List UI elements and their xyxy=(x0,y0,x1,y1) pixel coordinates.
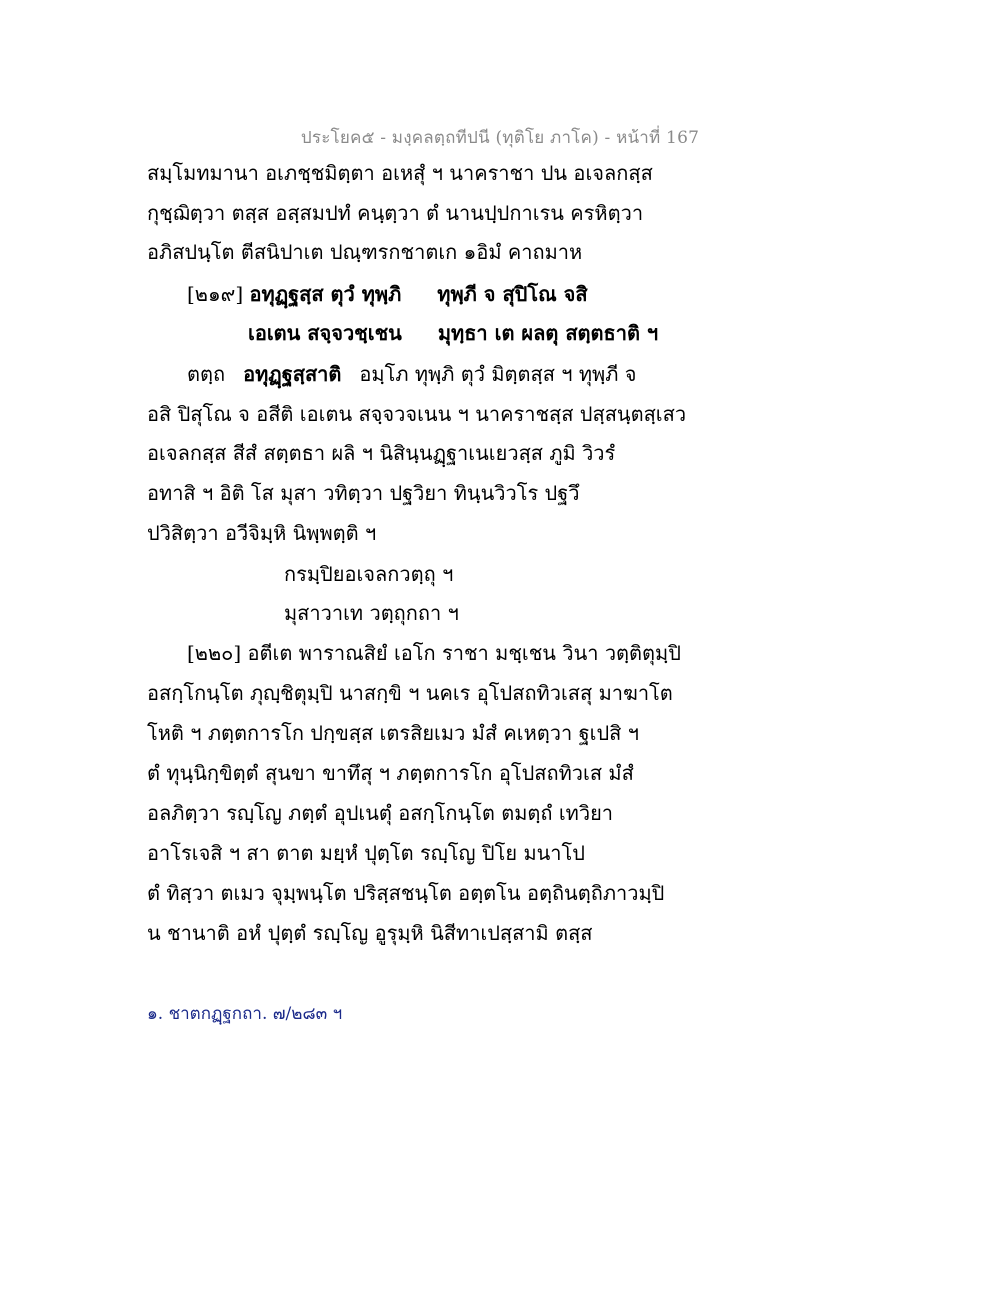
text-line-8: ปวิสิตฺวา อวีจิมฺหิ นิพฺพตฺติ ฯ xyxy=(147,521,377,545)
text-line-16: อาโรเจสิ ฯ สา ตาต มยฺหํ ปุตฺโต รญฺโญ ปิโย มนาโป xyxy=(147,841,585,865)
text-line-3: อภิสปนฺโต ตีสนิปาเต ปณฺฑรกชาตเก ๑อิมํ คาถมาห xyxy=(147,240,583,264)
verse-2-second-half: มุทฺธา เต ผลตุ สตฺตธาติ ฯ xyxy=(437,321,659,345)
verse-2-first-half: เอเตน สจฺจวชฺเชน xyxy=(248,321,402,345)
text-line-15: อลภิตฺวา รญฺโญ ภตฺตํ อุปเนตุํ อสกฺโกนฺโต ตมตฺถํ เทวิยา xyxy=(147,801,614,825)
footnote: ๑. ชาตกฏฺฐกถา. ๗/๒๘๓ ฯ xyxy=(147,1004,343,1024)
text-line-1: สมฺโมทมานา อเภชฺชมิตฺตา อเหสุํ ฯ นาคราชา ปน อเจลกสฺส xyxy=(147,161,653,185)
verse-line-1 xyxy=(187,282,588,306)
commentary-headword: อทุฏฺฐสฺสาติ xyxy=(243,362,342,386)
text-line-7: อทาสิ ฯ อิติ โส มุสา วทิตฺวา ปฐวิยา ทินฺนวิวโร ปฐวึ xyxy=(147,481,580,505)
text-line-5: อสิ ปิสุโณ จ อสีติ เอเตน สจฺจวจเนน ฯ นาคราชสฺส ปสฺสนฺตสฺเสว xyxy=(147,402,687,426)
story-title: กรมฺปิยอเจลกวตฺถุ ฯ xyxy=(284,562,454,586)
running-head: ประโยค๕ - มงฺคลตฺถทีปนี (ทุติโย ภาโค) - หน้าที่ 167 xyxy=(300,128,700,148)
text-line-6: อเจลกสฺส สีสํ สตฺตธา ผลิ ฯ นิสินฺนฏฺฐาเนเยวสฺส ภูมิ วิวรํ xyxy=(147,441,616,465)
commentary-line-1 xyxy=(187,362,637,386)
verse-1-second-half: ทุพฺภี จ สุปิโณ จสิ xyxy=(437,282,588,306)
text-line-14: ตํ ทุนฺนิกฺขิตฺตํ สุนขา ขาทึสุ ฯ ภตฺตการโก อุโปสถทิวเส มํสํ xyxy=(147,761,634,785)
verse-number: [๒๑๙] xyxy=(187,282,244,306)
verse-line-2 xyxy=(248,321,658,345)
text-line-11: [๒๒๐] อตีเต พาราณสิยํ เอโก ราชา มชฺเชน วินา วตฺติตุมฺปิ xyxy=(187,641,681,665)
text-line-2: กุชฺฌิตฺวา ตสฺส อสฺสมปทํ คนฺตฺวา ตํ นานปฺปกาเรน ครหิตฺวา xyxy=(147,201,644,225)
commentary-rest: อมฺโภ ทุพฺภิ ตุวํ มิตฺตสฺส ฯ ทุพฺภี จ xyxy=(359,362,637,386)
text-line-12: อสกฺโกนฺโต ภุญฺชิตุมฺปิ นาสกฺขิ ฯ นคเร อุโปสถทิวเสสุ มาฆาโต xyxy=(147,681,673,705)
commentary-lead: ตตฺถ xyxy=(187,362,226,386)
section-title: มุสาวาเท วตฺถุกถา ฯ xyxy=(284,601,459,625)
text-line-17: ตํ ทิสฺวา ตเมว จุมฺพนฺโต ปริสฺสชนฺโต อตฺตโน อตฺถินตฺถิภาวมฺปิ xyxy=(147,881,665,905)
verse-1-first-half: อทุฏฺฐสฺส ตุวํ ทุพฺภิ xyxy=(249,282,402,306)
text-line-13: โหติ ฯ ภตฺตการโก ปกฺขสฺส เตรสิยเมว มํสํ คเหตฺวา ฐเปสิ ฯ xyxy=(147,721,639,745)
text-line-18: น ชานาติ อหํ ปุตฺตํ รญฺโญ อูรุมฺหิ นิสีทาเปสฺสามิ ตสฺส xyxy=(147,921,593,945)
